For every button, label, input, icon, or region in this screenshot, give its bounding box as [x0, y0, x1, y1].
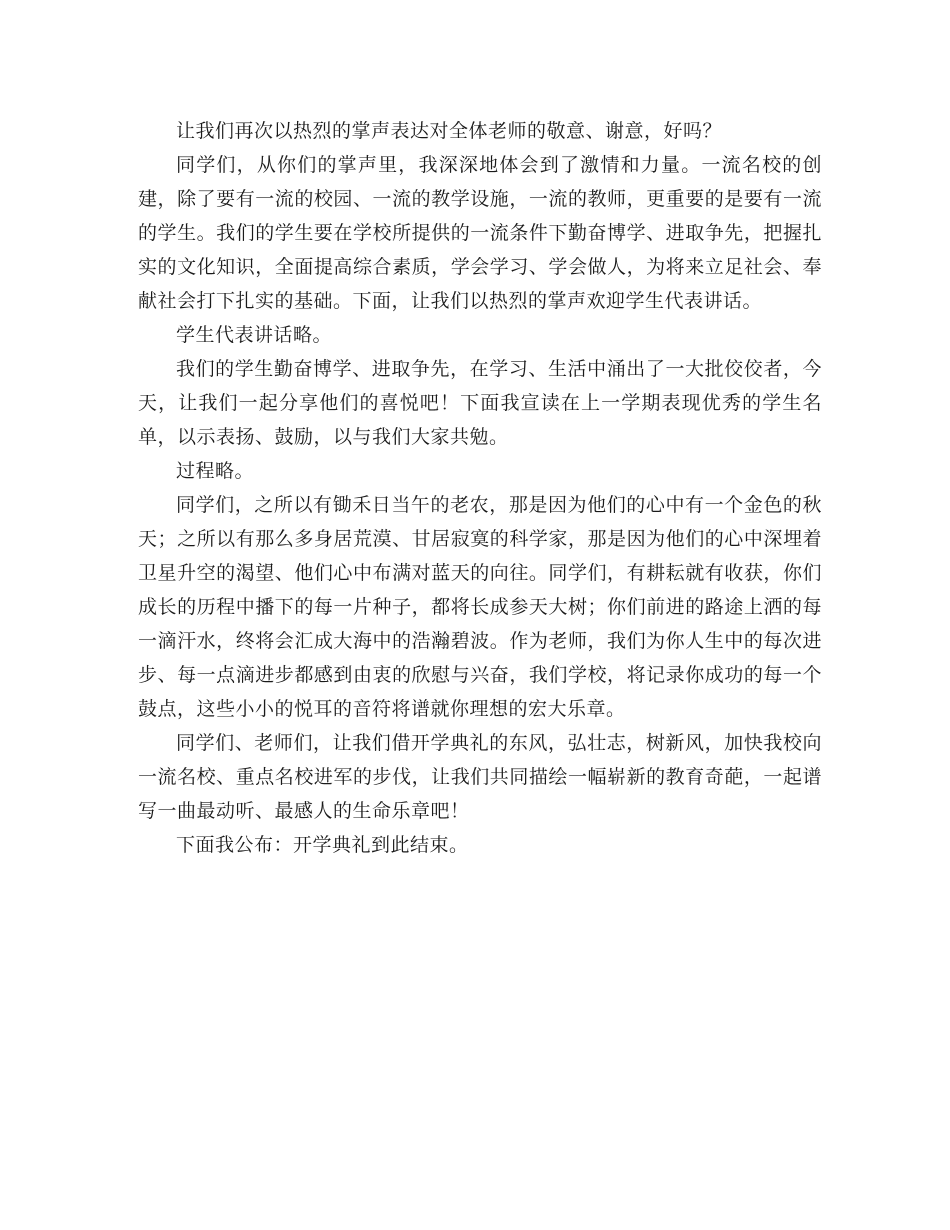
document-body [138, 114, 822, 862]
paragraph-5: 过程略。 [176, 460, 255, 482]
paragraph-1: 让我们再次以热烈的掌声表达对全体老师的敬意、谢意，好吗？ [176, 120, 723, 142]
paragraph-7: 同学们、老师们，让我们借开学典礼的东风，弘壮志，树新风，加快我校向一流名校、重点名校进军的步伐，让我们共同描绘一幅崭新的教育奇葩，一起谱写一曲最动听、最感人的生命乐章吧！ [138, 732, 822, 822]
paragraph-2: 同学们，从你们的掌声里，我深深地体会到了激情和力量。一流名校的创建，除了要有一流的校园、一流的教学设施，一流的教师，更重要的是要有一流的学生。我们的学生要在学校所提供的一流条件下勤奋博学、进取争先，把握扎实的文化知识，全面提高综合素质，学会学习、学会做人，为将来立足社会、奉献社会打下扎实的基础。下面，让我们以热烈的掌声欢迎学生代表讲话。 [138, 154, 822, 312]
paragraph-4: 我们的学生勤奋博学、进取争先，在学习、生活中涌出了一大批佼佼者，今天，让我们一起分享他们的喜悦吧！下面我宣读在上一学期表现优秀的学生名单，以示表扬、鼓励，以与我们大家共勉。 [138, 358, 822, 448]
paragraph-6: 同学们，之所以有锄禾日当午的老农，那是因为他们的心中有一个金色的秋天；之所以有那么多身居荒漠、甘居寂寞的科学家，那是因为他们的心中深埋着卫星升空的渴望、他们心中布满对蓝天的向往。同学们，有耕耘就有收获，你们成长的历程中播下的每一片种子，都将长成参天大树；你们前进的路途上洒的每一滴汗水，终将会汇成大海中的浩瀚碧波。作为老师，我们为你人生中的每次进步、每一点滴进步都感到由衷的欣慰与兴奋，我们学校，将记录你成功的每一个鼓点，这些小小的悦耳的音符将谱就你理想的宏大乐章。 [138, 494, 822, 720]
paragraph-8: 下面我公布：开学典礼到此结束。 [176, 834, 469, 856]
paragraph-3: 学生代表讲话略。 [176, 324, 333, 346]
